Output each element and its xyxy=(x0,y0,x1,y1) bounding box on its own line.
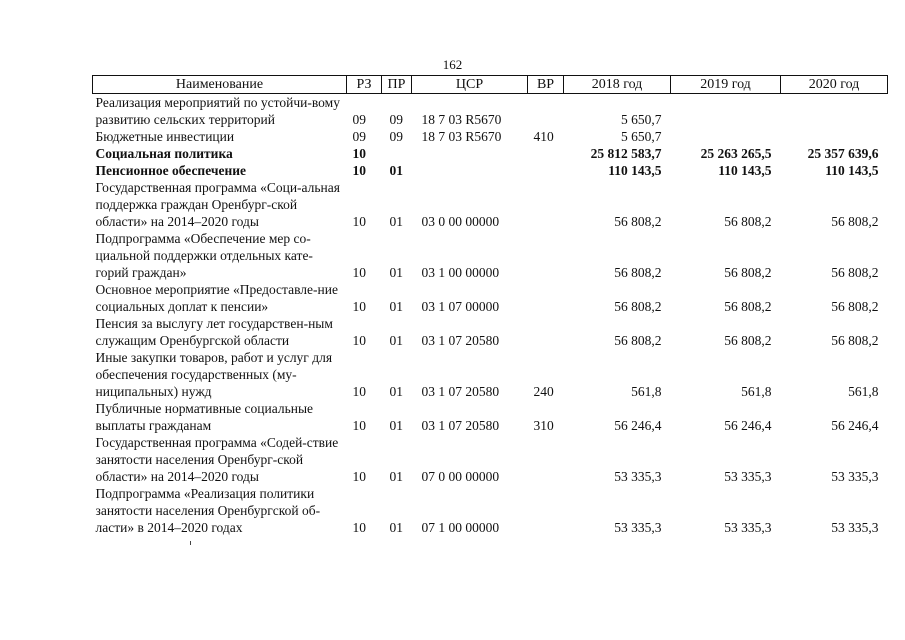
scan-mark xyxy=(190,541,191,545)
amount-2020-cell: 53 335,3 xyxy=(831,469,879,484)
table-row xyxy=(93,281,888,315)
pr-cell: 01 xyxy=(389,214,403,229)
header-row xyxy=(93,76,888,94)
name-cell: Реализация мероприятий по устойчи-вому развитию сельских территорий xyxy=(95,95,340,127)
column-header-name: Наименование xyxy=(93,76,347,94)
csr-cell: 18 7 03 R5670 xyxy=(421,112,502,127)
amount-2019-cell: 56 246,4 xyxy=(724,418,772,433)
vr-cell xyxy=(528,485,564,536)
amount-2018-cell: 56 808,2 xyxy=(614,265,662,280)
vr-cell xyxy=(528,315,564,349)
amount-2019-cell xyxy=(671,128,781,145)
amount-2018-cell: 53 335,3 xyxy=(614,520,662,535)
column-header-csr: ЦСР xyxy=(412,76,528,94)
amount-2018-cell: 5 650,7 xyxy=(621,129,662,144)
pr-cell: 01 xyxy=(389,384,403,399)
table-row xyxy=(93,485,888,536)
table-row xyxy=(93,315,888,349)
rz-cell: 10 xyxy=(352,469,366,484)
csr-cell: 07 1 00 00000 xyxy=(421,520,500,535)
name-cell: Пенсионное обеспечение xyxy=(95,163,247,178)
rz-cell: 10 xyxy=(352,299,366,314)
pr-cell: 01 xyxy=(389,333,403,348)
column-header-pr: ПР xyxy=(382,76,412,94)
vr-cell xyxy=(528,162,564,179)
csr-cell: 03 1 07 20580 xyxy=(421,333,500,348)
table-row xyxy=(93,94,888,129)
amount-2018-cell: 56 808,2 xyxy=(614,214,662,229)
amount-2020-cell: 56 808,2 xyxy=(831,299,879,314)
pr-cell: 01 xyxy=(389,299,403,314)
amount-2018-cell: 56 808,2 xyxy=(614,299,662,314)
pr-cell: 01 xyxy=(389,265,403,280)
amount-2020-cell: 53 335,3 xyxy=(831,520,879,535)
vr-cell: 410 xyxy=(533,129,554,144)
page-number: 162 xyxy=(442,57,463,72)
csr-cell xyxy=(412,145,528,162)
csr-cell: 03 0 00 00000 xyxy=(421,214,500,229)
amount-2019-cell: 25 263 265,5 xyxy=(700,146,772,161)
rz-cell: 10 xyxy=(352,163,366,178)
name-cell: Подпрограмма «Обеспечение мер со-циальной поддержки отдельных кате-горий граждан» xyxy=(95,231,313,280)
amount-2020-cell xyxy=(781,94,888,129)
rz-cell: 10 xyxy=(352,384,366,399)
amount-2019-cell: 53 335,3 xyxy=(724,469,772,484)
amount-2018-cell: 110 143,5 xyxy=(608,163,662,178)
amount-2018-cell: 56 246,4 xyxy=(614,418,662,433)
table-row xyxy=(93,230,888,281)
amount-2020-cell: 56 808,2 xyxy=(831,214,879,229)
table-row xyxy=(93,349,888,400)
rz-cell: 10 xyxy=(352,333,366,348)
vr-cell xyxy=(528,94,564,129)
csr-cell: 03 1 07 20580 xyxy=(421,384,500,399)
vr-cell xyxy=(528,281,564,315)
amount-2018-cell: 25 812 583,7 xyxy=(590,146,662,161)
amount-2020-cell: 110 143,5 xyxy=(825,163,879,178)
amount-2020-cell: 25 357 639,6 xyxy=(807,146,879,161)
pr-cell xyxy=(382,145,412,162)
rz-cell: 10 xyxy=(352,418,366,433)
amount-2018-cell: 56 808,2 xyxy=(614,333,662,348)
vr-cell: 310 xyxy=(533,418,554,433)
name-cell: Пенсия за выслугу лет государствен-ным служащим Оренбургской области xyxy=(95,316,333,348)
amount-2019-cell: 53 335,3 xyxy=(724,520,772,535)
name-cell: Государственная программа «Соци-альная поддержка граждан Оренбург-ской области» на 2014–2020 годы xyxy=(95,180,340,229)
csr-cell xyxy=(412,162,528,179)
csr-cell: 03 1 07 20580 xyxy=(421,418,500,433)
column-header-vr: ВР xyxy=(528,76,564,94)
table-row xyxy=(93,400,888,434)
amount-2020-cell: 56 808,2 xyxy=(831,265,879,280)
table-row xyxy=(93,179,888,230)
amount-2020-cell: 56 808,2 xyxy=(831,333,879,348)
amount-2020-cell: 561,8 xyxy=(848,384,879,399)
vr-cell xyxy=(528,434,564,485)
amount-2019-cell: 561,8 xyxy=(741,384,772,399)
pr-cell: 01 xyxy=(389,418,403,433)
rz-cell: 09 xyxy=(352,112,366,127)
pr-cell: 01 xyxy=(389,520,403,535)
csr-cell: 07 0 00 00000 xyxy=(421,469,500,484)
amount-2020-cell xyxy=(781,128,888,145)
column-header-rz: РЗ xyxy=(347,76,382,94)
table-row xyxy=(93,128,888,145)
amount-2020-cell: 56 246,4 xyxy=(831,418,879,433)
name-cell: Государственная программа «Содей-ствие занятости населения Оренбург-ской области» на 2014–2020 годы xyxy=(95,435,339,484)
table-header xyxy=(93,76,888,94)
table-row xyxy=(93,162,888,179)
table-row xyxy=(93,434,888,485)
table-body xyxy=(93,94,888,537)
vr-cell xyxy=(528,179,564,230)
vr-cell xyxy=(528,145,564,162)
table-row xyxy=(93,145,888,162)
amount-2019-cell: 110 143,5 xyxy=(718,163,772,178)
rz-cell: 10 xyxy=(352,146,366,161)
csr-cell: 03 1 07 00000 xyxy=(421,299,500,314)
budget-table xyxy=(92,75,888,536)
amount-2019-cell: 56 808,2 xyxy=(724,333,772,348)
name-cell: Бюджетные инвестиции xyxy=(95,129,235,144)
vr-cell: 240 xyxy=(533,384,554,399)
name-cell: Социальная политика xyxy=(95,146,233,161)
rz-cell: 09 xyxy=(352,129,366,144)
name-cell: Подпрограмма «Реализация политики занятости населения Оренбургской об-ласти» в 2014–2020 годах xyxy=(95,486,321,535)
rz-cell: 10 xyxy=(352,265,366,280)
name-cell: Основное мероприятие «Предоставле-ние социальных доплат к пенсии» xyxy=(95,282,338,314)
column-header-y2018: 2018 год xyxy=(564,76,671,94)
pr-cell: 01 xyxy=(389,163,403,178)
pr-cell: 09 xyxy=(389,112,403,127)
rz-cell: 10 xyxy=(352,520,366,535)
column-header-y2019: 2019 год xyxy=(671,76,781,94)
amount-2019-cell xyxy=(671,94,781,129)
csr-cell: 18 7 03 R5670 xyxy=(421,129,502,144)
amount-2018-cell: 561,8 xyxy=(631,384,662,399)
amount-2019-cell: 56 808,2 xyxy=(724,214,772,229)
name-cell: Публичные нормативные социальные выплаты гражданам xyxy=(95,401,314,433)
amount-2018-cell: 5 650,7 xyxy=(621,112,662,127)
column-header-y2020: 2020 год xyxy=(781,76,888,94)
csr-cell: 03 1 00 00000 xyxy=(421,265,500,280)
pr-cell: 09 xyxy=(389,129,403,144)
rz-cell: 10 xyxy=(352,214,366,229)
amount-2018-cell: 53 335,3 xyxy=(614,469,662,484)
amount-2019-cell: 56 808,2 xyxy=(724,299,772,314)
pr-cell: 01 xyxy=(389,469,403,484)
vr-cell xyxy=(528,230,564,281)
name-cell: Иные закупки товаров, работ и услуг для обеспечения государственных (му-ниципальных) нужд xyxy=(95,350,333,399)
amount-2019-cell: 56 808,2 xyxy=(724,265,772,280)
